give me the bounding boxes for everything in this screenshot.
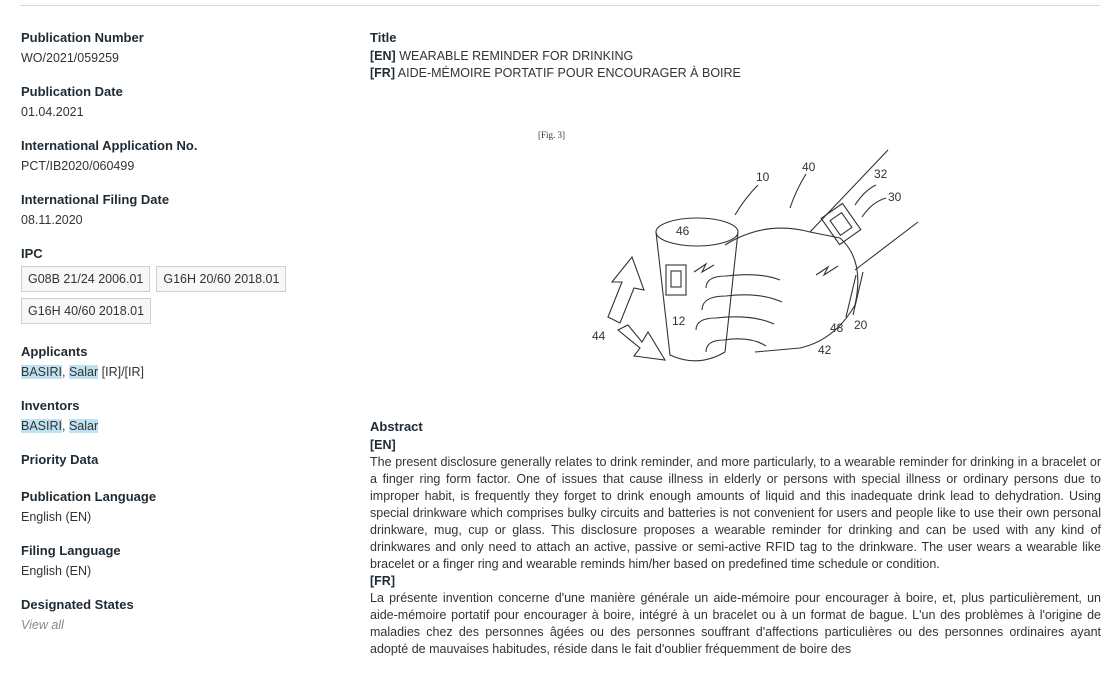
ref-numeral: 12 bbox=[672, 314, 686, 328]
filing-language-field bbox=[21, 541, 341, 581]
publication-date-field bbox=[21, 82, 341, 122]
leader-line bbox=[855, 185, 876, 205]
priority-data-label: Priority Data bbox=[21, 452, 99, 467]
publication-number-label: Publication Number bbox=[21, 30, 144, 45]
bibliographic-panel bbox=[21, 28, 341, 649]
publication-number-value: WO/2021/059259 bbox=[21, 51, 119, 65]
name-separator: , bbox=[62, 419, 66, 433]
intl-application-field bbox=[21, 136, 341, 176]
inventors-field bbox=[21, 396, 341, 436]
lang-tag-en: [EN] bbox=[370, 438, 396, 452]
ref-numeral: 32 bbox=[874, 167, 888, 181]
lang-tag-en: [EN] bbox=[370, 49, 396, 63]
priority-data-field bbox=[21, 450, 341, 470]
publication-date-value: 01.04.2021 bbox=[21, 105, 84, 119]
ipc-code-chip[interactable]: G16H 40/60 2018.01 bbox=[21, 298, 151, 324]
publication-date-label: Publication Date bbox=[21, 84, 123, 99]
filing-language-label: Filing Language bbox=[21, 543, 121, 558]
finger-icon bbox=[706, 275, 780, 288]
applicants-field bbox=[21, 342, 341, 382]
title-label: Title bbox=[370, 30, 397, 45]
signal-wave-icon bbox=[816, 266, 838, 275]
abstract-section bbox=[370, 417, 1101, 658]
intl-filing-date-label: International Filing Date bbox=[21, 192, 170, 207]
applicant-last-name-link[interactable]: BASIRI bbox=[21, 365, 62, 379]
ipc-label: IPC bbox=[21, 246, 43, 261]
down-arrow-icon bbox=[618, 325, 665, 360]
intl-filing-date-value: 08.11.2020 bbox=[21, 213, 83, 227]
title-section bbox=[370, 28, 1101, 82]
inventor-name bbox=[21, 416, 341, 436]
title-fr-text: AIDE-MÉMOIRE PORTATIF POUR ENCOURAGER À BOIRE bbox=[397, 66, 741, 80]
applicant-name bbox=[21, 362, 341, 382]
ipc-code-chip[interactable]: G08B 21/24 2006.01 bbox=[21, 266, 150, 292]
designated-states-field bbox=[21, 595, 341, 635]
title-fr bbox=[370, 65, 1101, 82]
ref-numeral: 30 bbox=[888, 190, 902, 204]
ipc-code-chip[interactable]: G16H 20/60 2018.01 bbox=[156, 266, 286, 292]
ref-numeral: 44 bbox=[592, 329, 606, 343]
abstract-fr-text: La présente invention concerne d'une manière générale un aide-mémoire pour encourager à boire, et, plus particulièrement, un aide-mémoire portatif pour encourager à boire, intégré à un bracelet ou à un format de bague. L'un des problèmes à l'origine de maladies chez des personnes âgées ou des personnes souffrant d'affections particulières ou des personnes ordinaires ayant adopté de mauvaises habitudes, réside dans le fait d'oublier fréquemment de boire des bbox=[370, 591, 1101, 656]
rfid-tag-icon bbox=[666, 265, 686, 295]
view-all-link[interactable]: View all bbox=[21, 618, 64, 632]
intl-application-value: PCT/IB2020/060499 bbox=[21, 159, 135, 173]
up-arrow-icon bbox=[608, 257, 644, 323]
name-separator: , bbox=[62, 365, 66, 379]
patent-drawing-svg bbox=[520, 120, 940, 385]
leader-line bbox=[735, 185, 758, 215]
finger-icon bbox=[702, 295, 782, 310]
abstract-label: Abstract bbox=[370, 419, 423, 434]
publication-language-field bbox=[21, 487, 341, 527]
applicant-country: [IR]/[IR] bbox=[101, 365, 145, 379]
applicant-first-name-link[interactable]: Salar bbox=[68, 365, 99, 379]
ref-numeral: 10 bbox=[756, 170, 770, 184]
designated-states-label: Designated States bbox=[21, 597, 134, 612]
abstract-en-text: The present disclosure generally relates to drink reminder, and more particularly, to a wearable reminder for drinking in a bracelet or a finger ring form factor. One of issues that cause illness in elderly or persons with special illness or ordinary persons due to improper habit, is frequently they forget to drink enough amounts of liquid and this inadequate drink lead to dehydration. Using special drinkware which comprises bulky circuits and batteries is not convenient for users and people like to use their own personal drinkware, mug, cup or glass. This disclosure proposes a wearable reminder for drinking and can be used with any kind of drinkwares and only need to attach an active, passive or semi-active RFID tag to the drinkware. The user wears a wearable like bracelet or a finger ring and wearable reminds him/her based on predefined time schedule or condition. bbox=[370, 455, 1101, 571]
title-en bbox=[370, 48, 1101, 65]
inventor-last-name-link[interactable]: BASIRI bbox=[21, 419, 62, 433]
ref-numeral: 48 bbox=[830, 321, 844, 335]
leader-line bbox=[790, 174, 806, 208]
rfid-chip-icon bbox=[671, 271, 681, 287]
intl-filing-date-field bbox=[21, 190, 341, 230]
finger-icon bbox=[706, 339, 766, 352]
ref-numeral: 40 bbox=[802, 160, 816, 174]
publication-number-field bbox=[21, 28, 341, 68]
ref-numeral: 42 bbox=[818, 343, 832, 357]
watch-screen-icon bbox=[830, 213, 852, 236]
ipc-field bbox=[21, 244, 341, 324]
lang-tag-fr: [FR] bbox=[370, 574, 395, 588]
applicants-label: Applicants bbox=[21, 344, 88, 359]
inventors-label: Inventors bbox=[21, 398, 80, 413]
ref-numeral: 46 bbox=[676, 224, 690, 238]
patent-drawing[interactable] bbox=[520, 120, 940, 385]
signal-wave-icon bbox=[694, 264, 714, 272]
filing-language-value: English (EN) bbox=[21, 564, 92, 578]
ipc-codes bbox=[21, 266, 291, 324]
finger-icon bbox=[696, 317, 774, 330]
title-en-text: WEARABLE REMINDER FOR DRINKING bbox=[399, 49, 634, 63]
cup-rim bbox=[656, 218, 738, 246]
leader-line bbox=[862, 198, 886, 217]
lang-tag-fr: [FR] bbox=[370, 66, 395, 80]
forearm-line bbox=[855, 222, 918, 270]
inventor-first-name-link[interactable]: Salar bbox=[68, 419, 99, 433]
ref-numeral: 20 bbox=[854, 318, 868, 332]
intl-application-label: International Application No. bbox=[21, 138, 198, 153]
publication-language-label: Publication Language bbox=[21, 489, 157, 504]
publication-language-value: English (EN) bbox=[21, 510, 92, 524]
figure-caption: [Fig. 3] bbox=[538, 130, 565, 140]
top-divider bbox=[20, 5, 1100, 6]
